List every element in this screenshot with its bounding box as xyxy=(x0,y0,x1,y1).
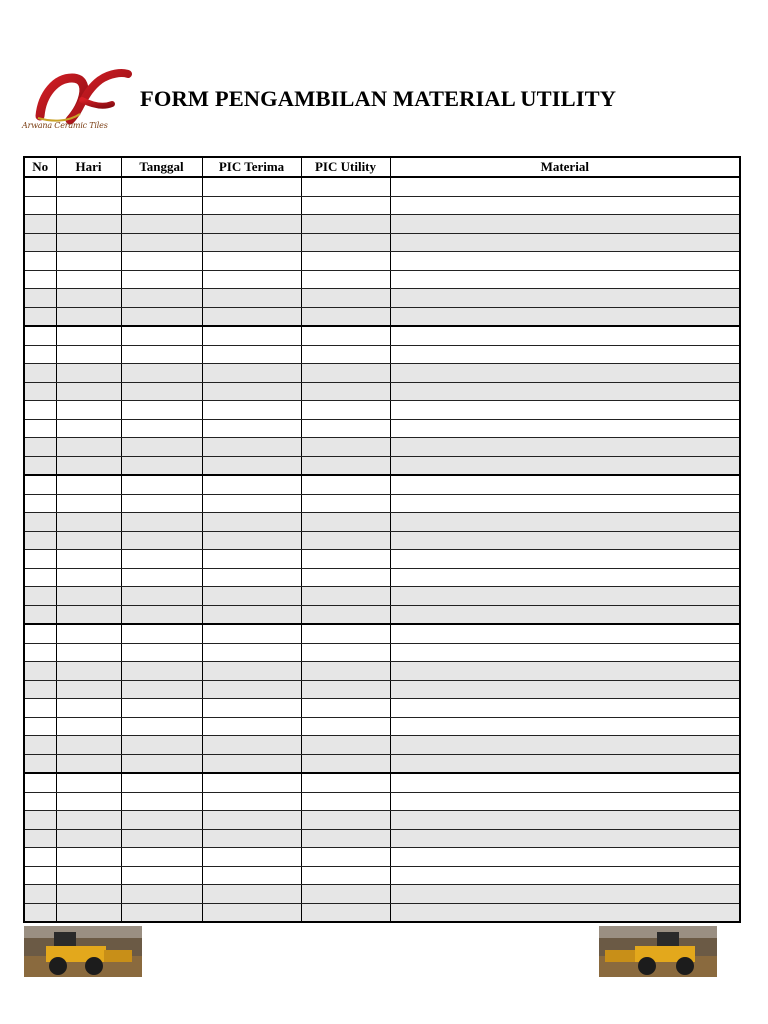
cell-pic-terima[interactable] xyxy=(202,699,301,718)
cell-hari[interactable] xyxy=(56,438,121,457)
table-row xyxy=(24,550,740,569)
cell-pic-terima[interactable] xyxy=(202,289,301,308)
cell-hari[interactable] xyxy=(56,513,121,532)
wheel-loader-photo-right xyxy=(599,926,717,977)
cell-material[interactable] xyxy=(390,345,740,364)
cell-material[interactable] xyxy=(390,475,740,494)
cell-no[interactable] xyxy=(24,773,56,792)
cell-pic-terima[interactable] xyxy=(202,382,301,401)
cell-material[interactable] xyxy=(390,792,740,811)
cell-pic-utility[interactable] xyxy=(301,773,390,792)
cell-tanggal[interactable] xyxy=(121,494,202,513)
table-row xyxy=(24,717,740,736)
cell-material[interactable] xyxy=(390,568,740,587)
cell-material[interactable] xyxy=(390,848,740,867)
cell-tanggal[interactable] xyxy=(121,270,202,289)
cell-tanggal[interactable] xyxy=(121,903,202,922)
column-header-pic-utility: PIC Utility xyxy=(301,157,390,177)
cell-pic-terima[interactable] xyxy=(202,438,301,457)
cell-tanggal[interactable] xyxy=(121,215,202,234)
cell-pic-terima[interactable] xyxy=(202,345,301,364)
cell-tanggal[interactable] xyxy=(121,773,202,792)
cell-material[interactable] xyxy=(390,233,740,252)
table-row xyxy=(24,736,740,755)
cell-material[interactable] xyxy=(390,680,740,699)
cell-tanggal[interactable] xyxy=(121,233,202,252)
cell-tanggal[interactable] xyxy=(121,531,202,550)
cell-tanggal[interactable] xyxy=(121,177,202,196)
cell-material[interactable] xyxy=(390,326,740,345)
table-row xyxy=(24,438,740,457)
cell-pic-terima[interactable] xyxy=(202,513,301,532)
cell-material[interactable] xyxy=(390,270,740,289)
cell-pic-terima[interactable] xyxy=(202,829,301,848)
cell-tanggal[interactable] xyxy=(121,792,202,811)
cell-tanggal[interactable] xyxy=(121,587,202,606)
table-row xyxy=(24,456,740,475)
cell-pic-utility[interactable] xyxy=(301,494,390,513)
cell-pic-terima[interactable] xyxy=(202,773,301,792)
cell-hari[interactable] xyxy=(56,829,121,848)
cell-hari[interactable] xyxy=(56,605,121,624)
cell-no[interactable] xyxy=(24,233,56,252)
cell-tanggal[interactable] xyxy=(121,568,202,587)
cell-hari[interactable] xyxy=(56,550,121,569)
cell-no[interactable] xyxy=(24,550,56,569)
cell-hari[interactable] xyxy=(56,624,121,643)
cell-no[interactable] xyxy=(24,438,56,457)
cell-pic-utility[interactable] xyxy=(301,811,390,830)
column-header-pic-terima: PIC Terima xyxy=(202,157,301,177)
cell-material[interactable] xyxy=(390,773,740,792)
cell-pic-terima[interactable] xyxy=(202,848,301,867)
cell-material[interactable] xyxy=(390,456,740,475)
cell-hari[interactable] xyxy=(56,848,121,867)
cell-hari[interactable] xyxy=(56,680,121,699)
cell-material[interactable] xyxy=(390,438,740,457)
table-row xyxy=(24,885,740,904)
table-row xyxy=(24,624,740,643)
table-row xyxy=(24,605,740,624)
cell-no[interactable] xyxy=(24,848,56,867)
table-row xyxy=(24,401,740,420)
cell-no[interactable] xyxy=(24,419,56,438)
cell-tanggal[interactable] xyxy=(121,196,202,215)
cell-pic-terima[interactable] xyxy=(202,605,301,624)
cell-pic-terima[interactable] xyxy=(202,624,301,643)
table-row xyxy=(24,513,740,532)
cell-material[interactable] xyxy=(390,382,740,401)
cell-no[interactable] xyxy=(24,382,56,401)
cell-tanggal[interactable] xyxy=(121,662,202,681)
cell-pic-utility[interactable] xyxy=(301,605,390,624)
table-row xyxy=(24,494,740,513)
cell-hari[interactable] xyxy=(56,364,121,383)
cell-tanggal[interactable] xyxy=(121,717,202,736)
cell-no[interactable] xyxy=(24,215,56,234)
cell-no[interactable] xyxy=(24,513,56,532)
cell-material[interactable] xyxy=(390,307,740,326)
wheel-loader-photo-left xyxy=(24,926,142,977)
cell-pic-terima[interactable] xyxy=(202,177,301,196)
table-row xyxy=(24,811,740,830)
cell-tanggal[interactable] xyxy=(121,885,202,904)
cell-hari[interactable] xyxy=(56,885,121,904)
cell-pic-terima[interactable] xyxy=(202,662,301,681)
cell-no[interactable] xyxy=(24,364,56,383)
cell-no[interactable] xyxy=(24,736,56,755)
cell-pic-utility[interactable] xyxy=(301,196,390,215)
cell-pic-utility[interactable] xyxy=(301,289,390,308)
table-header-row xyxy=(24,157,740,177)
table-body xyxy=(24,177,740,922)
cell-tanggal[interactable] xyxy=(121,680,202,699)
logo-caption: Arwana Ceramic Tiles xyxy=(22,121,108,130)
cell-pic-utility[interactable] xyxy=(301,252,390,271)
cell-no[interactable] xyxy=(24,456,56,475)
cell-tanggal[interactable] xyxy=(121,475,202,494)
cell-pic-terima[interactable] xyxy=(202,866,301,885)
cell-hari[interactable] xyxy=(56,717,121,736)
cell-pic-utility[interactable] xyxy=(301,215,390,234)
cell-tanggal[interactable] xyxy=(121,345,202,364)
table-row xyxy=(24,680,740,699)
column-header-no: No xyxy=(24,157,56,177)
cell-material[interactable] xyxy=(390,252,740,271)
cell-hari[interactable] xyxy=(56,382,121,401)
cell-no[interactable] xyxy=(24,717,56,736)
cell-material[interactable] xyxy=(390,364,740,383)
table-row xyxy=(24,568,740,587)
table-row xyxy=(24,866,740,885)
cell-pic-utility[interactable] xyxy=(301,568,390,587)
cell-tanggal[interactable] xyxy=(121,513,202,532)
table-row xyxy=(24,177,740,196)
cell-pic-utility[interactable] xyxy=(301,513,390,532)
cell-tanggal[interactable] xyxy=(121,736,202,755)
table-row xyxy=(24,364,740,383)
cell-pic-terima[interactable] xyxy=(202,903,301,922)
cell-pic-terima[interactable] xyxy=(202,494,301,513)
cell-material[interactable] xyxy=(390,699,740,718)
cell-hari[interactable] xyxy=(56,494,121,513)
table-row xyxy=(24,475,740,494)
cell-pic-utility[interactable] xyxy=(301,177,390,196)
table-row xyxy=(24,754,740,773)
cell-pic-terima[interactable] xyxy=(202,568,301,587)
table-row xyxy=(24,848,740,867)
cell-tanggal[interactable] xyxy=(121,624,202,643)
table-row xyxy=(24,196,740,215)
cell-pic-terima[interactable] xyxy=(202,270,301,289)
table-row xyxy=(24,531,740,550)
cell-no[interactable] xyxy=(24,270,56,289)
cell-pic-utility[interactable] xyxy=(301,364,390,383)
cell-no[interactable] xyxy=(24,475,56,494)
cell-hari[interactable] xyxy=(56,568,121,587)
cell-pic-utility[interactable] xyxy=(301,401,390,420)
cell-pic-utility[interactable] xyxy=(301,419,390,438)
cell-material[interactable] xyxy=(390,401,740,420)
cell-tanggal[interactable] xyxy=(121,401,202,420)
cell-hari[interactable] xyxy=(56,531,121,550)
cell-pic-utility[interactable] xyxy=(301,587,390,606)
cell-pic-terima[interactable] xyxy=(202,680,301,699)
cell-tanggal[interactable] xyxy=(121,754,202,773)
cell-material[interactable] xyxy=(390,289,740,308)
cell-hari[interactable] xyxy=(56,401,121,420)
cell-no[interactable] xyxy=(24,196,56,215)
cell-material[interactable] xyxy=(390,811,740,830)
cell-hari[interactable] xyxy=(56,699,121,718)
cell-pic-utility[interactable] xyxy=(301,754,390,773)
cell-pic-utility[interactable] xyxy=(301,345,390,364)
cell-hari[interactable] xyxy=(56,345,121,364)
cell-pic-terima[interactable] xyxy=(202,252,301,271)
cell-hari[interactable] xyxy=(56,196,121,215)
table-row xyxy=(24,382,740,401)
form-title: FORM PENGAMBILAN MATERIAL UTILITY xyxy=(140,86,617,111)
cell-hari[interactable] xyxy=(56,233,121,252)
cell-no[interactable] xyxy=(24,903,56,922)
table-row xyxy=(24,233,740,252)
cell-pic-terima[interactable] xyxy=(202,233,301,252)
cell-pic-terima[interactable] xyxy=(202,531,301,550)
cell-no[interactable] xyxy=(24,587,56,606)
cell-material[interactable] xyxy=(390,643,740,662)
cell-pic-utility[interactable] xyxy=(301,456,390,475)
cell-pic-terima[interactable] xyxy=(202,717,301,736)
table-row xyxy=(24,699,740,718)
cell-hari[interactable] xyxy=(56,456,121,475)
cell-hari[interactable] xyxy=(56,475,121,494)
cell-material[interactable] xyxy=(390,717,740,736)
cell-pic-utility[interactable] xyxy=(301,326,390,345)
cell-no[interactable] xyxy=(24,494,56,513)
cell-no[interactable] xyxy=(24,401,56,420)
cell-hari[interactable] xyxy=(56,773,121,792)
cell-tanggal[interactable] xyxy=(121,326,202,345)
cell-tanggal[interactable] xyxy=(121,289,202,308)
cell-hari[interactable] xyxy=(56,289,121,308)
cell-pic-terima[interactable] xyxy=(202,885,301,904)
cell-tanggal[interactable] xyxy=(121,605,202,624)
cell-pic-utility[interactable] xyxy=(301,829,390,848)
cell-pic-terima[interactable] xyxy=(202,792,301,811)
cell-tanggal[interactable] xyxy=(121,643,202,662)
cell-tanggal[interactable] xyxy=(121,438,202,457)
cell-pic-terima[interactable] xyxy=(202,456,301,475)
cell-pic-terima[interactable] xyxy=(202,364,301,383)
cell-pic-utility[interactable] xyxy=(301,438,390,457)
table-row xyxy=(24,773,740,792)
cell-material[interactable] xyxy=(390,550,740,569)
cell-tanggal[interactable] xyxy=(121,848,202,867)
cell-pic-utility[interactable] xyxy=(301,717,390,736)
cell-pic-utility[interactable] xyxy=(301,699,390,718)
cell-pic-utility[interactable] xyxy=(301,307,390,326)
cell-hari[interactable] xyxy=(56,662,121,681)
table-row xyxy=(24,829,740,848)
cell-pic-utility[interactable] xyxy=(301,643,390,662)
cell-material[interactable] xyxy=(390,419,740,438)
cell-hari[interactable] xyxy=(56,643,121,662)
cell-tanggal[interactable] xyxy=(121,364,202,383)
column-header-hari: Hari xyxy=(56,157,121,177)
cell-pic-utility[interactable] xyxy=(301,680,390,699)
cell-hari[interactable] xyxy=(56,903,121,922)
cell-tanggal[interactable] xyxy=(121,829,202,848)
table-row xyxy=(24,307,740,326)
cell-no[interactable] xyxy=(24,662,56,681)
cell-no[interactable] xyxy=(24,792,56,811)
table-row xyxy=(24,903,740,922)
cell-pic-utility[interactable] xyxy=(301,531,390,550)
cell-pic-utility[interactable] xyxy=(301,475,390,494)
cell-pic-utility[interactable] xyxy=(301,233,390,252)
cell-hari[interactable] xyxy=(56,252,121,271)
cell-material[interactable] xyxy=(390,215,740,234)
cell-hari[interactable] xyxy=(56,326,121,345)
cell-hari[interactable] xyxy=(56,270,121,289)
table-row xyxy=(24,643,740,662)
table-row xyxy=(24,215,740,234)
table-row xyxy=(24,662,740,681)
cell-pic-terima[interactable] xyxy=(202,643,301,662)
cell-pic-terima[interactable] xyxy=(202,419,301,438)
table-row xyxy=(24,345,740,364)
cell-no[interactable] xyxy=(24,177,56,196)
cell-hari[interactable] xyxy=(56,177,121,196)
cell-no[interactable] xyxy=(24,866,56,885)
cell-no[interactable] xyxy=(24,605,56,624)
cell-no[interactable] xyxy=(24,326,56,345)
cell-no[interactable] xyxy=(24,289,56,308)
table-row xyxy=(24,289,740,308)
cell-material[interactable] xyxy=(390,829,740,848)
cell-no[interactable] xyxy=(24,885,56,904)
cell-pic-utility[interactable] xyxy=(301,866,390,885)
column-header-material: Material xyxy=(390,157,740,177)
table-row xyxy=(24,270,740,289)
cell-pic-terima[interactable] xyxy=(202,811,301,830)
cell-no[interactable] xyxy=(24,699,56,718)
cell-no[interactable] xyxy=(24,252,56,271)
cell-pic-terima[interactable] xyxy=(202,587,301,606)
cell-no[interactable] xyxy=(24,829,56,848)
cell-material[interactable] xyxy=(390,177,740,196)
cell-no[interactable] xyxy=(24,531,56,550)
cell-pic-utility[interactable] xyxy=(301,903,390,922)
table-row xyxy=(24,419,740,438)
cell-hari[interactable] xyxy=(56,215,121,234)
cell-material[interactable] xyxy=(390,866,740,885)
cell-no[interactable] xyxy=(24,345,56,364)
cell-hari[interactable] xyxy=(56,307,121,326)
cell-no[interactable] xyxy=(24,811,56,830)
cell-material[interactable] xyxy=(390,605,740,624)
material-form-table xyxy=(23,156,741,923)
cell-pic-terima[interactable] xyxy=(202,736,301,755)
cell-material[interactable] xyxy=(390,587,740,606)
table-row xyxy=(24,252,740,271)
cell-material[interactable] xyxy=(390,624,740,643)
cell-no[interactable] xyxy=(24,568,56,587)
column-header-tanggal: Tanggal xyxy=(121,157,202,177)
cell-material[interactable] xyxy=(390,196,740,215)
cell-hari[interactable] xyxy=(56,866,121,885)
cell-material[interactable] xyxy=(390,494,740,513)
table-row xyxy=(24,587,740,606)
cell-material[interactable] xyxy=(390,885,740,904)
cell-hari[interactable] xyxy=(56,419,121,438)
cell-pic-utility[interactable] xyxy=(301,270,390,289)
table-row xyxy=(24,326,740,345)
cell-tanggal[interactable] xyxy=(121,382,202,401)
cell-tanggal[interactable] xyxy=(121,866,202,885)
cell-pic-utility[interactable] xyxy=(301,792,390,811)
cell-no[interactable] xyxy=(24,680,56,699)
cell-pic-terima[interactable] xyxy=(202,326,301,345)
cell-pic-terima[interactable] xyxy=(202,754,301,773)
cell-pic-utility[interactable] xyxy=(301,885,390,904)
cell-hari[interactable] xyxy=(56,736,121,755)
table-row xyxy=(24,792,740,811)
cell-material[interactable] xyxy=(390,903,740,922)
cell-tanggal[interactable] xyxy=(121,550,202,569)
cell-pic-utility[interactable] xyxy=(301,624,390,643)
cell-material[interactable] xyxy=(390,531,740,550)
cell-material[interactable] xyxy=(390,754,740,773)
cell-hari[interactable] xyxy=(56,811,121,830)
cell-tanggal[interactable] xyxy=(121,252,202,271)
cell-tanggal[interactable] xyxy=(121,699,202,718)
cell-tanggal[interactable] xyxy=(121,456,202,475)
cell-pic-utility[interactable] xyxy=(301,736,390,755)
cell-pic-terima[interactable] xyxy=(202,550,301,569)
cell-hari[interactable] xyxy=(56,754,121,773)
cell-material[interactable] xyxy=(390,662,740,681)
cell-material[interactable] xyxy=(390,513,740,532)
cell-material[interactable] xyxy=(390,736,740,755)
cell-pic-utility[interactable] xyxy=(301,662,390,681)
cell-pic-utility[interactable] xyxy=(301,382,390,401)
cell-pic-terima[interactable] xyxy=(202,215,301,234)
cell-pic-utility[interactable] xyxy=(301,550,390,569)
cell-hari[interactable] xyxy=(56,587,121,606)
cell-pic-terima[interactable] xyxy=(202,196,301,215)
cell-no[interactable] xyxy=(24,307,56,326)
cell-pic-terima[interactable] xyxy=(202,307,301,326)
cell-tanggal[interactable] xyxy=(121,419,202,438)
cell-tanggal[interactable] xyxy=(121,307,202,326)
cell-hari[interactable] xyxy=(56,792,121,811)
cell-no[interactable] xyxy=(24,754,56,773)
cell-pic-utility[interactable] xyxy=(301,848,390,867)
cell-no[interactable] xyxy=(24,643,56,662)
cell-pic-terima[interactable] xyxy=(202,475,301,494)
cell-no[interactable] xyxy=(24,624,56,643)
cell-pic-terima[interactable] xyxy=(202,401,301,420)
cell-tanggal[interactable] xyxy=(121,811,202,830)
